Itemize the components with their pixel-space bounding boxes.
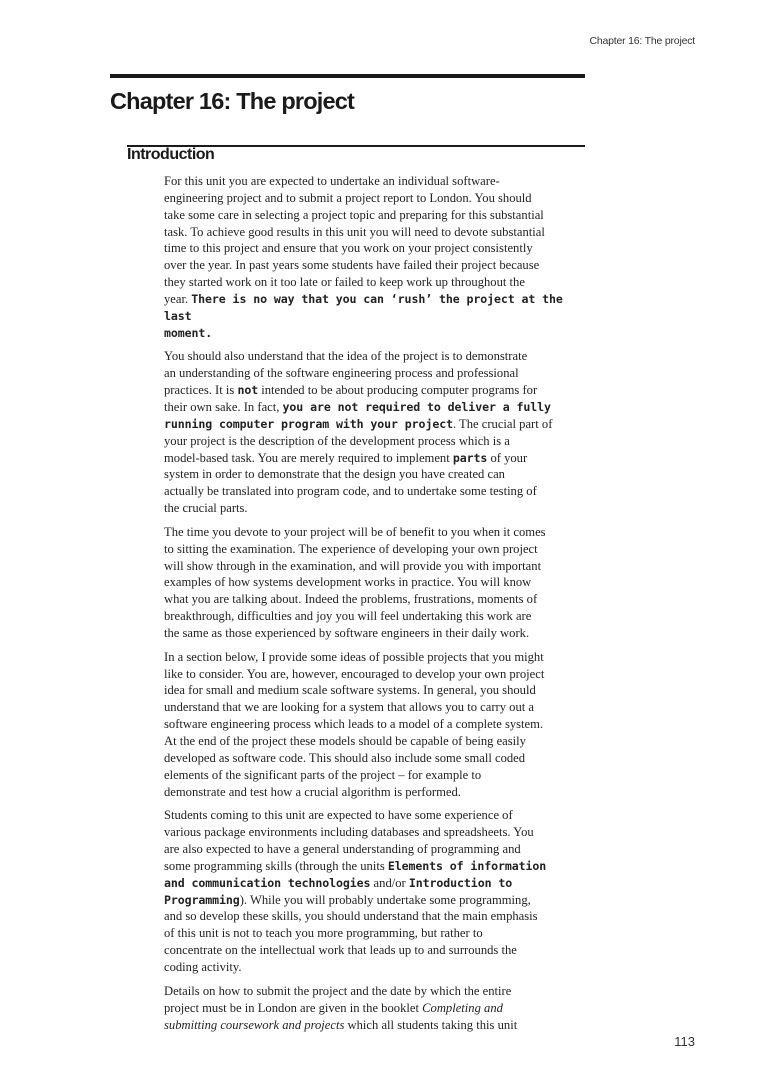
text-run: over the year. In past years some students have failed their project because xyxy=(164,258,540,273)
text-run: and so develop these skills, you should understand that the main emphasis xyxy=(164,909,538,924)
text-run: time to this project and ensure that you work on your project consistently xyxy=(164,241,533,256)
bold-emphasis: not xyxy=(237,383,259,398)
text-run: of this unit is not to teach you more programming, but rather to xyxy=(164,926,483,941)
bold-emphasis: parts xyxy=(452,450,488,465)
text-run: developed as software code. This should also include some small coded xyxy=(164,750,526,765)
body-paragraph xyxy=(164,348,588,516)
bold-emphasis: and communication technologies xyxy=(164,875,371,890)
text-run: concentrate on the intellectual work that leads up to and surrounds the xyxy=(164,943,517,958)
text-run: understand that we are looking for a system that allows you to carry out a xyxy=(164,700,535,715)
body-paragraph xyxy=(164,524,588,642)
body-paragraph xyxy=(164,649,588,801)
text-run: breakthrough, difficulties and joy you will feel undertaking this work are xyxy=(164,609,532,624)
text-run: Students coming to this unit are expected to have some experience of xyxy=(164,808,513,823)
text-run: engineering project and to submit a project report to London. You should xyxy=(164,190,532,205)
bold-emphasis: Programming xyxy=(164,892,240,907)
text-run: the crucial parts. xyxy=(164,501,248,516)
section-title: Introduction xyxy=(127,146,215,163)
text-run: their own sake. In fact, xyxy=(164,399,283,414)
text-run: software engineering process which leads to a model of a complete system. xyxy=(164,717,544,732)
text-run: some programming skills (through the units xyxy=(164,858,388,873)
text-run: the same as those experienced by software engineers in their daily work. xyxy=(164,625,530,640)
text-run: which all students taking this unit xyxy=(344,1017,518,1032)
text-run: year. xyxy=(164,291,192,306)
bold-emphasis: There is no way that you can ‘rush’ the project at the last xyxy=(164,291,563,323)
italic-title: Completing and xyxy=(422,1000,503,1015)
text-run: to sitting the examination. The experience of developing your own project xyxy=(164,541,538,556)
text-run: elements of the significant parts of the project – for example to xyxy=(164,767,482,782)
text-run: For this unit you are expected to undertake an individual software- xyxy=(164,174,500,188)
body-paragraph xyxy=(164,807,588,975)
text-run: You should also understand that the idea of the project is to demonstrate xyxy=(164,349,528,364)
text-run: . The crucial part of xyxy=(452,416,553,431)
chapter-title: Chapter 16: The project xyxy=(110,88,355,114)
running-head: Chapter 16: The project xyxy=(589,35,695,47)
text-run: and/or xyxy=(370,875,409,890)
chapter-rule xyxy=(110,74,585,78)
body-paragraph xyxy=(164,173,588,341)
bold-emphasis: you are not required to deliver a fully xyxy=(282,399,551,414)
text-run: they started work on it too late or failed to keep work up throughout the xyxy=(164,275,525,290)
text-run: idea for small and medium scale software systems. In general, you should xyxy=(164,683,536,698)
body-text xyxy=(164,173,588,1040)
text-run: take some care in selecting a project topic and preparing for this substantial xyxy=(164,207,544,222)
text-run: The time you devote to your project will be of benefit to you when it comes xyxy=(164,524,546,539)
text-run: ). While you will probably undertake some programming, xyxy=(239,892,531,907)
text-run: project must be in London are given in the booklet xyxy=(164,1000,423,1015)
bold-emphasis: moment. xyxy=(164,325,213,340)
text-run: like to consider. You are, however, encouraged to develop your own project xyxy=(164,666,545,681)
text-run: system in order to demonstrate that the design you have created can xyxy=(164,467,505,482)
text-run: intended to be about producing computer programs for xyxy=(258,383,538,398)
text-run: practices. It is xyxy=(164,383,238,398)
text-run: Details on how to submit the project and the date by which the entire xyxy=(164,983,512,998)
text-run: are also expected to have a general understanding of programming and xyxy=(164,842,521,857)
text-run: model-based task. You are merely required to implement xyxy=(164,450,453,465)
text-run: actually be translated into program code, and to undertake some testing of xyxy=(164,484,537,499)
bold-emphasis: running computer program with your project xyxy=(164,416,453,431)
text-run: examples of how systems development works in practice. You will know xyxy=(164,575,532,590)
text-run: what you are talking about. Indeed the problems, frustrations, moments of xyxy=(164,592,538,607)
text-run: task. To achieve good results in this unit you will need to devote substantial xyxy=(164,224,545,239)
text-run: In a section below, I provide some ideas of possible projects that you might xyxy=(164,649,544,664)
text-run: coding activity. xyxy=(164,959,242,974)
text-run: demonstrate and test how a crucial algorithm is performed. xyxy=(164,784,461,799)
page-number: 113 xyxy=(674,1034,695,1049)
text-run: various package environments including databases and spreadsheets. You xyxy=(164,825,534,840)
bold-emphasis: Elements of information xyxy=(387,858,547,873)
text-run: will show through in the examination, and will provide you with important xyxy=(164,558,542,573)
text-run: of your xyxy=(487,450,528,465)
bold-emphasis: Introduction to xyxy=(408,875,513,890)
italic-title: submitting coursework and projects xyxy=(164,1017,345,1032)
body-paragraph xyxy=(164,983,588,1034)
text-run: your project is the description of the development process which is a xyxy=(164,433,510,448)
text-run: an understanding of the software engineering process and professional xyxy=(164,366,519,381)
text-run: At the end of the project these models should be capable of being easily xyxy=(164,734,526,748)
